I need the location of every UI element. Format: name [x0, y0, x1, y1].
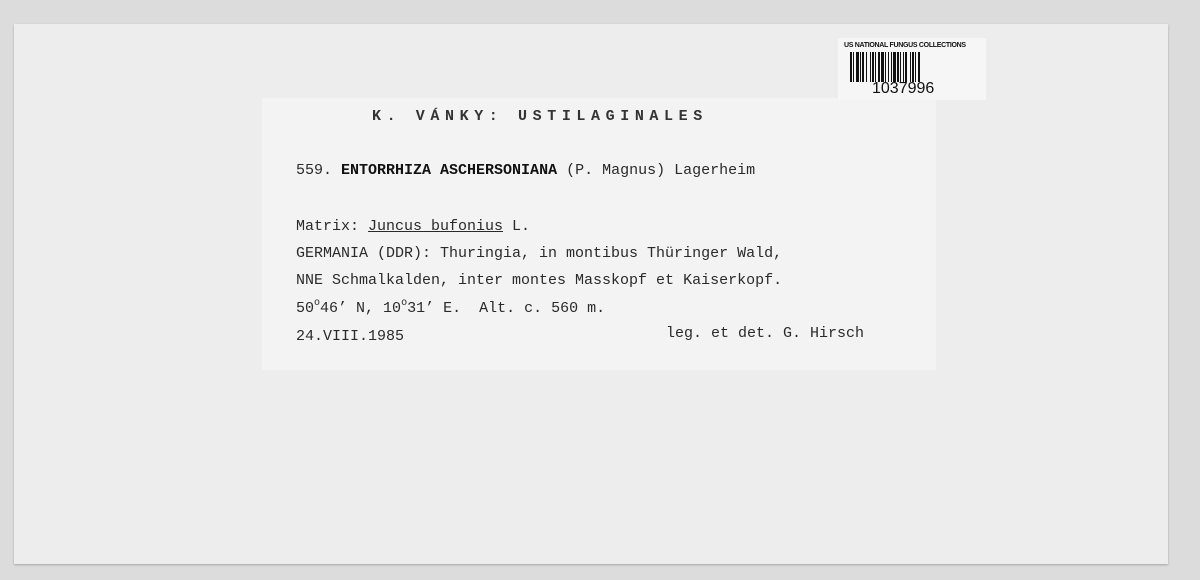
barcode-collection-name: US NATIONAL FUNGUS COLLECTIONS: [844, 42, 966, 49]
degree-symbol: o: [401, 298, 408, 309]
longitude-altitude: 31’ E. Alt. c. 560 m.: [407, 300, 606, 317]
host-author: L.: [503, 218, 531, 235]
barcode-image: [850, 52, 978, 82]
taxon-authority: (P. Magnus) Lagerheim: [566, 162, 756, 179]
barcode-number: 1037996: [872, 80, 935, 97]
label-header: K. VÁNKY: USTILAGINALES: [372, 108, 708, 125]
collection-date: 24.VIII.1985: [296, 328, 405, 345]
locality-line-2: NNE Schmalkalden, inter montes Masskopf et Kaiserkopf.: [296, 272, 783, 289]
entry-number: 559.: [296, 162, 333, 179]
latitude-rest: 46’ N,: [320, 300, 384, 317]
longitude-degrees: 10: [383, 300, 402, 317]
collector: leg. et det. G. Hirsch: [666, 325, 865, 342]
taxon-line: [296, 162, 755, 179]
degree-symbol: o: [314, 298, 321, 309]
matrix-line: [296, 218, 530, 235]
taxon-name: ENTORRHIZA ASCHERSONIANA: [341, 162, 558, 179]
matrix-prefix: Matrix:: [296, 218, 369, 235]
locality-line-1: GERMANIA (DDR): Thuringia, in montibus Thüringer Wald,: [296, 245, 783, 262]
coordinates-line: [296, 300, 605, 317]
latitude-degrees: 50: [296, 300, 315, 317]
host-name: Juncus bufonius: [368, 218, 504, 235]
barcode-stripe: [920, 52, 921, 82]
